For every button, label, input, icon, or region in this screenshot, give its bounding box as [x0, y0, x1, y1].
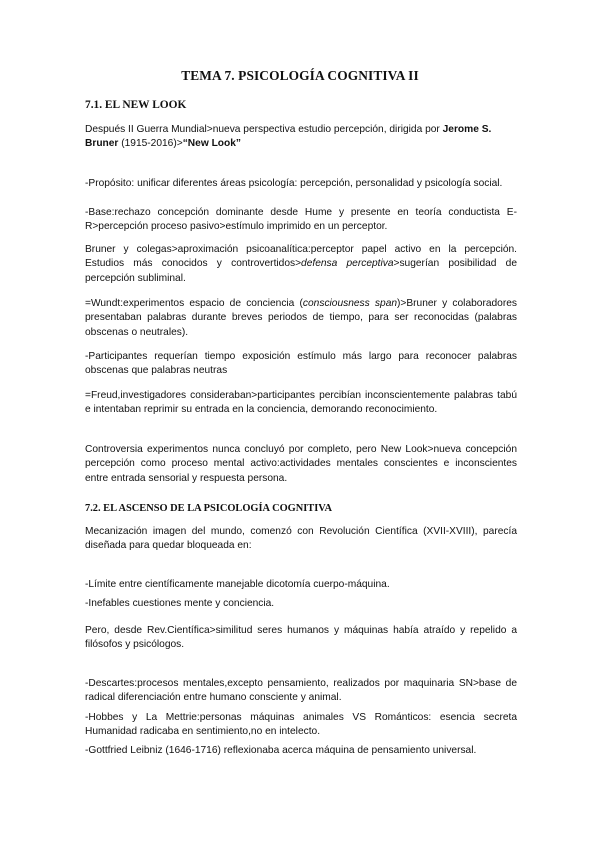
bullet-base: -Base:rechazo concepción dominante desde Hume y presente en teoría conductista E-R>percepción proceso pasivo>estímulo imprimido en un perceptor.: [85, 207, 517, 233]
paragraph-freud: =Freud,investigadores consideraban>participantes percibían inconscientemente palabras tabú e intentaban reprimir su entrada en la conciencia, demorando reconocimiento.: [85, 390, 517, 416]
intro-author: Jerome S. Bruner: [85, 124, 492, 150]
wundt-text-c: )>Bruner y colaboradores presentaban palabras durante breves periodos de tiempo, para ser reconocidas (palabras obscenas o neutrales).: [85, 298, 517, 338]
bullet-leibniz: -Gottfried Leibniz (1646-1716) reflexionaba acerca máquina de pensamiento universal.: [85, 745, 477, 756]
wundt-consciousness: consciousness span: [302, 298, 398, 309]
wundt-text-a: =Wundt:experimentos espacio de conciencia (: [85, 298, 303, 309]
bruner-defensa: defensa perceptiva: [301, 258, 394, 270]
bullet-hobbes: -Hobbes y La Mettrie:personas máquinas animales VS Románticos: esencia secreta Humanidad radicaba en sentimiento,no en intelecto.: [85, 712, 517, 738]
bullet-descartes: -Descartes:procesos mentales,excepto pensamiento, realizados por maquinaria SN>base de radical diferenciación entre humano consciente y animal.: [85, 678, 517, 704]
paragraph-participantes: -Participantes requerían tiempo exposición estímulo más largo para reconocer palabras obscenas que palabras neutras: [85, 351, 517, 377]
bullet-inefables: -Inefables cuestiones mente y conciencia.: [85, 598, 275, 609]
intro-text-a: Después II Guerra Mundial>nueva perspectiva estudio percepción, dirigida por: [85, 124, 443, 135]
paragraph-intro: [85, 123, 517, 152]
bruner-text-c: >sugerían posibilidad de percepción subliminal.: [85, 258, 517, 284]
page-title: TEMA 7. PSICOLOGÍA COGNITIVA II: [181, 68, 419, 83]
paragraph-mecanizacion: Mecanización imagen del mundo, comenzó con Revolución Científica (XVII-XVIII), parecía diseñada para quedar bloqueada en:: [85, 526, 517, 552]
bullet-proposito: -Propósito: unificar diferentes áreas psicología: percepción, personalidad y psicología social.: [85, 178, 503, 189]
section-heading-new-look: 7.1. EL NEW LOOK: [85, 99, 187, 111]
paragraph-pero: Pero, desde Rev.Científica>similitud seres humanos y máquinas había atraído y repelido a filósofos y psicólogos.: [85, 625, 517, 651]
paragraph-bruner: [85, 243, 517, 286]
paragraph-controversia: Controversia experimentos nunca concluyó por completo, pero New Look>nueva concepción percepción como proceso mental activo:actividades mentales conscientes e inconscientes entre entrada sensorial y respuesta persona.: [85, 444, 517, 484]
intro-new-look: “New Look”: [182, 138, 242, 150]
intro-text-c: (1915-2016)>: [118, 138, 183, 150]
section-heading-ascenso: 7.2. EL ASCENSO DE LA PSICOLOGÍA COGNITIVA: [85, 503, 332, 514]
bruner-text-a: Bruner y colegas>aproximación psicoanalítica:perceptor papel activo en la percepción. Estudios más conocidos y controvertidos>: [85, 244, 517, 270]
paragraph-wundt: [85, 297, 517, 340]
bullet-limite: -Límite entre científicamente manejable dicotomía cuerpo-máquina.: [85, 579, 390, 590]
